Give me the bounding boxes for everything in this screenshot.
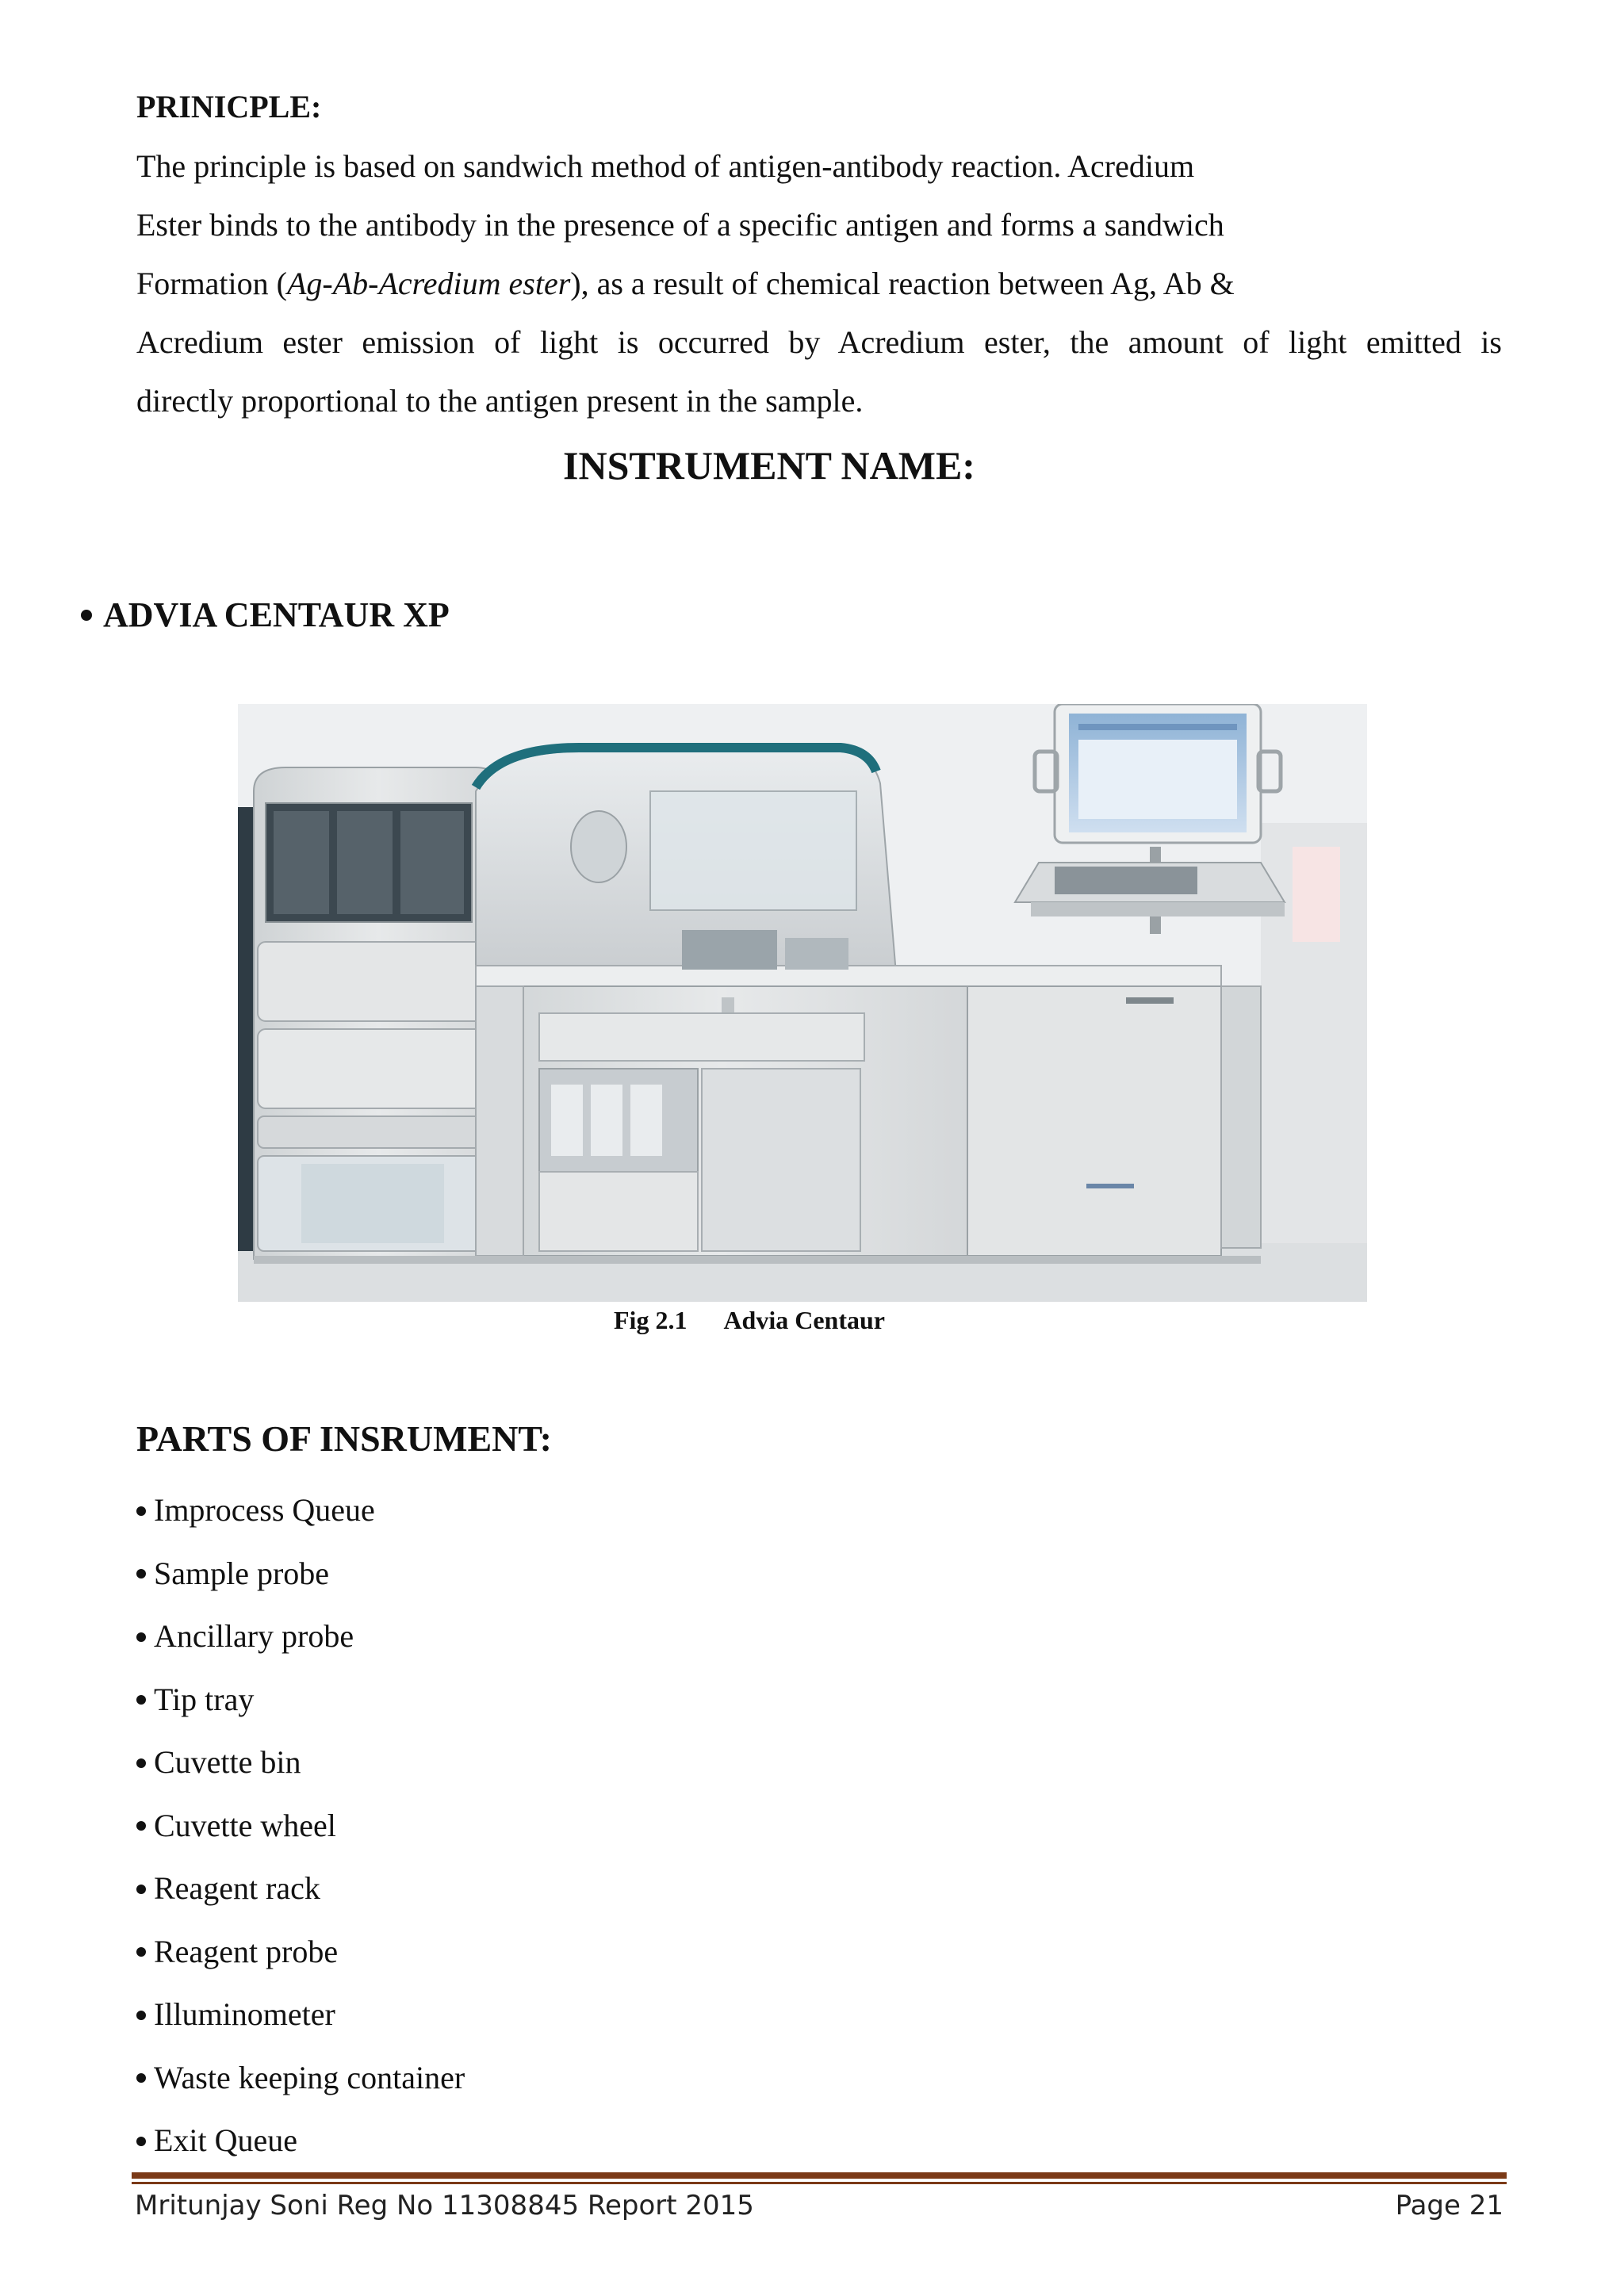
part-name: Illuminometer	[154, 1996, 335, 2032]
list-item	[136, 1487, 465, 1550]
bullet-icon	[136, 1506, 146, 1516]
principle-line-3-prefix: Formation (	[136, 266, 287, 301]
principle-line-1: The principle is based on sandwich method of antigen-antibody reaction. Acredium	[136, 148, 1195, 184]
instrument-title: INSTRUMENT NAME:	[563, 443, 975, 488]
parts-heading: PARTS OF INSRUMENT:	[136, 1418, 552, 1459]
part-name: Reagent rack	[154, 1870, 320, 1906]
principle-heading: PRINICPLE:	[136, 89, 322, 124]
principle-line-2: Ester binds to the antibody in the presence of a specific antigen and forms a sandwich	[136, 207, 1224, 243]
parts-list	[136, 1487, 465, 2180]
bullet-icon	[136, 1758, 146, 1768]
page-number: Page 21	[1395, 2190, 1503, 2221]
part-name: Cuvette bin	[154, 1744, 301, 1780]
bullet-icon	[136, 1632, 146, 1642]
list-item	[136, 1613, 465, 1676]
footer-author: Mritunjay Soni Reg No 11308845 Report 2015	[135, 2190, 754, 2221]
principle-line-3	[136, 264, 1235, 304]
footer-rule-thick	[132, 2172, 1507, 2179]
part-name: Improcess Queue	[154, 1492, 375, 1528]
list-item	[136, 1739, 465, 1802]
list-item	[136, 1550, 465, 1613]
principle-line-3-suffix: ), as a result of chemical reaction between Ag, Ab &	[570, 266, 1235, 301]
list-item	[136, 1802, 465, 1866]
bullet-icon	[136, 1695, 146, 1705]
principle-line-3-italic: Ag-Ab-Acredium ester	[286, 266, 571, 301]
instrument-name: ADVIA CENTAUR XP	[103, 595, 450, 634]
bullet-icon	[81, 610, 92, 621]
figure-label: Fig 2.1	[614, 1306, 688, 1334]
part-name: Waste keeping container	[154, 2059, 465, 2095]
bullet-icon	[136, 1885, 146, 1894]
bullet-icon	[136, 2011, 146, 2020]
part-name: Exit Queue	[154, 2122, 298, 2158]
principle-line-5: directly proportional to the antigen present in the sample.	[136, 383, 864, 419]
list-item	[136, 1928, 465, 1992]
figure-caption	[614, 1304, 885, 1336]
part-name: Ancillary probe	[154, 1618, 354, 1654]
part-name: Tip tray	[154, 1681, 255, 1717]
part-name: Sample probe	[154, 1555, 330, 1591]
bullet-icon	[136, 2137, 146, 2146]
principle-line-4: Acredium ester emission of light is occurred by Acredium ester, the amount of light emitted is	[136, 324, 1502, 360]
list-item	[136, 1991, 465, 2054]
list-item	[136, 1676, 465, 1739]
bullet-icon	[136, 1569, 146, 1578]
instrument-photo	[238, 704, 1367, 1302]
list-item	[136, 1865, 465, 1928]
footer-rule-thin	[132, 2182, 1507, 2184]
list-item	[136, 2054, 465, 2118]
part-name: Reagent probe	[154, 1933, 339, 1969]
bullet-icon	[136, 1821, 146, 1831]
figure-caption-text: Advia Centaur	[723, 1306, 885, 1334]
analyzer-illustration	[238, 704, 1367, 1302]
bullet-icon	[136, 2073, 146, 2083]
bullet-icon	[136, 1947, 146, 1957]
list-item	[136, 2117, 465, 2180]
part-name: Cuvette wheel	[154, 1807, 336, 1843]
instrument-name-item	[81, 593, 450, 637]
